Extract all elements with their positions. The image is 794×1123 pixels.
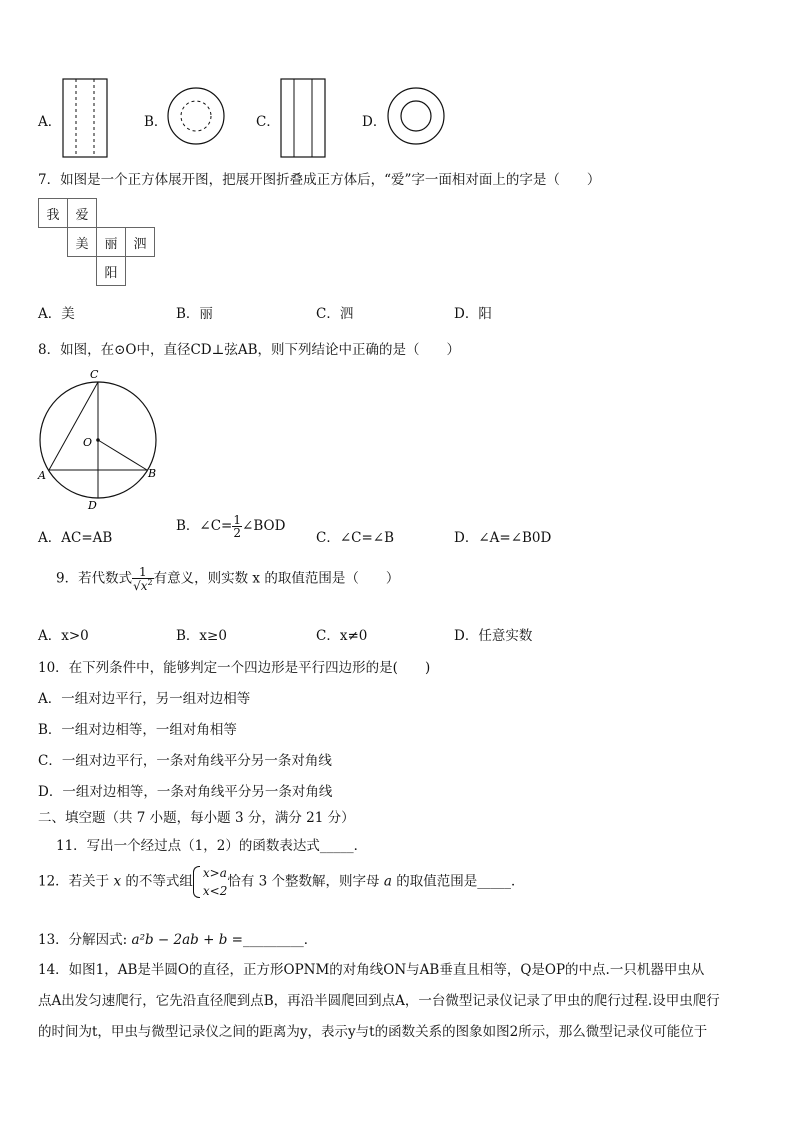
q6-figure-c <box>280 78 326 158</box>
q8-option-a: A．AC=AB <box>38 530 113 546</box>
net-cell: 爱 <box>68 199 97 228</box>
q10-option-a: A．一组对边平行，另一组对边相等 <box>38 691 251 707</box>
q9-text <box>56 566 399 592</box>
q8-option-b-suffix: ∠BOD <box>242 518 286 534</box>
q6-figure-b <box>166 86 226 146</box>
q14-line-2: 点A出发匀速爬行，它先沿直径爬到点B，再沿半圆爬回到点A，一台微型记录仪记录了甲虫的爬行过程.设甲虫爬行 <box>38 993 720 1009</box>
q9-prefix: 9．若代数式 <box>56 570 133 587</box>
net-cell: 丽 <box>97 228 126 257</box>
q7-option-b: B．丽 <box>176 306 213 322</box>
q9-fraction: $\frac{1}{√x^2}$ <box>133 565 153 593</box>
q8-option-d: D．∠A=∠B0D <box>454 530 552 546</box>
q7-text: 7．如图是一个正方体展开图，把展开图折叠成正方体后，“爱”字一面相对面上的字是（ ） <box>38 172 601 188</box>
point-a-label: A <box>38 469 46 482</box>
q13-expression: a²b − 2ab + b = <box>131 932 243 948</box>
q12-text: 12．若关于 x 的不等式组 x>a x<2 恰有 3 个整数解，则字母 a 的取值范围是_____． <box>38 866 525 898</box>
point-d-label: D <box>88 499 97 512</box>
net-cell: 我 <box>39 199 68 228</box>
q6-figure-a <box>62 78 108 158</box>
q7-option-c: C．泗 <box>316 306 354 322</box>
net-cell: 美 <box>68 228 97 257</box>
net-cell: 阳 <box>97 257 126 286</box>
inequality-system: x>a x<2 <box>193 864 227 900</box>
fraction-half: $\frac{1}{2}$ <box>233 513 242 540</box>
q10-option-c: C．一组对边平行，一条对角线平分另一条对角线 <box>38 753 332 769</box>
q11-text: 11．写出一个经过点（1，2）的函数表达式_____． <box>56 838 368 854</box>
net-cell: 泗 <box>126 228 155 257</box>
q8-option-c: C．∠C=∠B <box>316 530 395 546</box>
q14-line-1: 14．如图1，AB是半圆O的直径，正方形OPNM的对角线ON与AB垂直且相等，Q是OP的中点.一只机器甲虫从 <box>38 962 705 978</box>
q6-figure-d <box>386 86 446 146</box>
q9-suffix: 有意义，则实数 x 的取值范围是（ ） <box>153 570 400 587</box>
section-heading-fill-in: 二、填空题（共 7 小题，每小题 3 分，满分 21 分） <box>38 810 355 826</box>
q10-text: 10．在下列条件中，能够判定一个四边形是平行四边形的是( ) <box>38 660 431 676</box>
q6-option-c-label: C． <box>256 114 280 130</box>
point-o-label: O <box>83 436 93 449</box>
q8-option-b <box>176 514 285 539</box>
q7-option-d: D．阳 <box>454 306 492 322</box>
q10-option-b: B．一组对边相等，一组对角相等 <box>38 722 237 738</box>
q9-option-d: D．任意实数 <box>454 628 533 644</box>
q7-option-a: A．美 <box>38 306 75 322</box>
q9-option-c: C．x≠0 <box>316 628 368 644</box>
q8-option-b-prefix: B．∠C= <box>176 518 233 534</box>
q13-text: 13．分解因式: a²b − 2ab + b =_________． <box>38 932 318 948</box>
q6-option-b-label: B． <box>144 114 168 130</box>
q9-option-b: B．x≥0 <box>176 628 227 644</box>
q6-option-a-label: A． <box>38 114 62 130</box>
q14-line-3: 的时间为t，甲虫与微型记录仪之间的距离为y，表示y与t的函数关系的图象如图2所示，那么微型记录仪可能位于 <box>38 1024 708 1040</box>
q9-radical: $√x^2$ <box>133 578 153 593</box>
q8-circle-figure <box>30 362 170 514</box>
q6-option-d-label: D． <box>362 114 387 130</box>
point-c-label: C <box>90 368 99 381</box>
q8-text: 8．如图，在⊙O中，直径CD⊥弦AB，则下列结论中正确的是（ ） <box>38 342 460 358</box>
q10-option-d: D．一组对边相等，一条对角线平分另一条对角线 <box>38 784 333 800</box>
point-b-label: B <box>148 467 157 480</box>
q7-cube-net <box>38 198 155 286</box>
q9-option-a: A．x>0 <box>38 628 89 644</box>
